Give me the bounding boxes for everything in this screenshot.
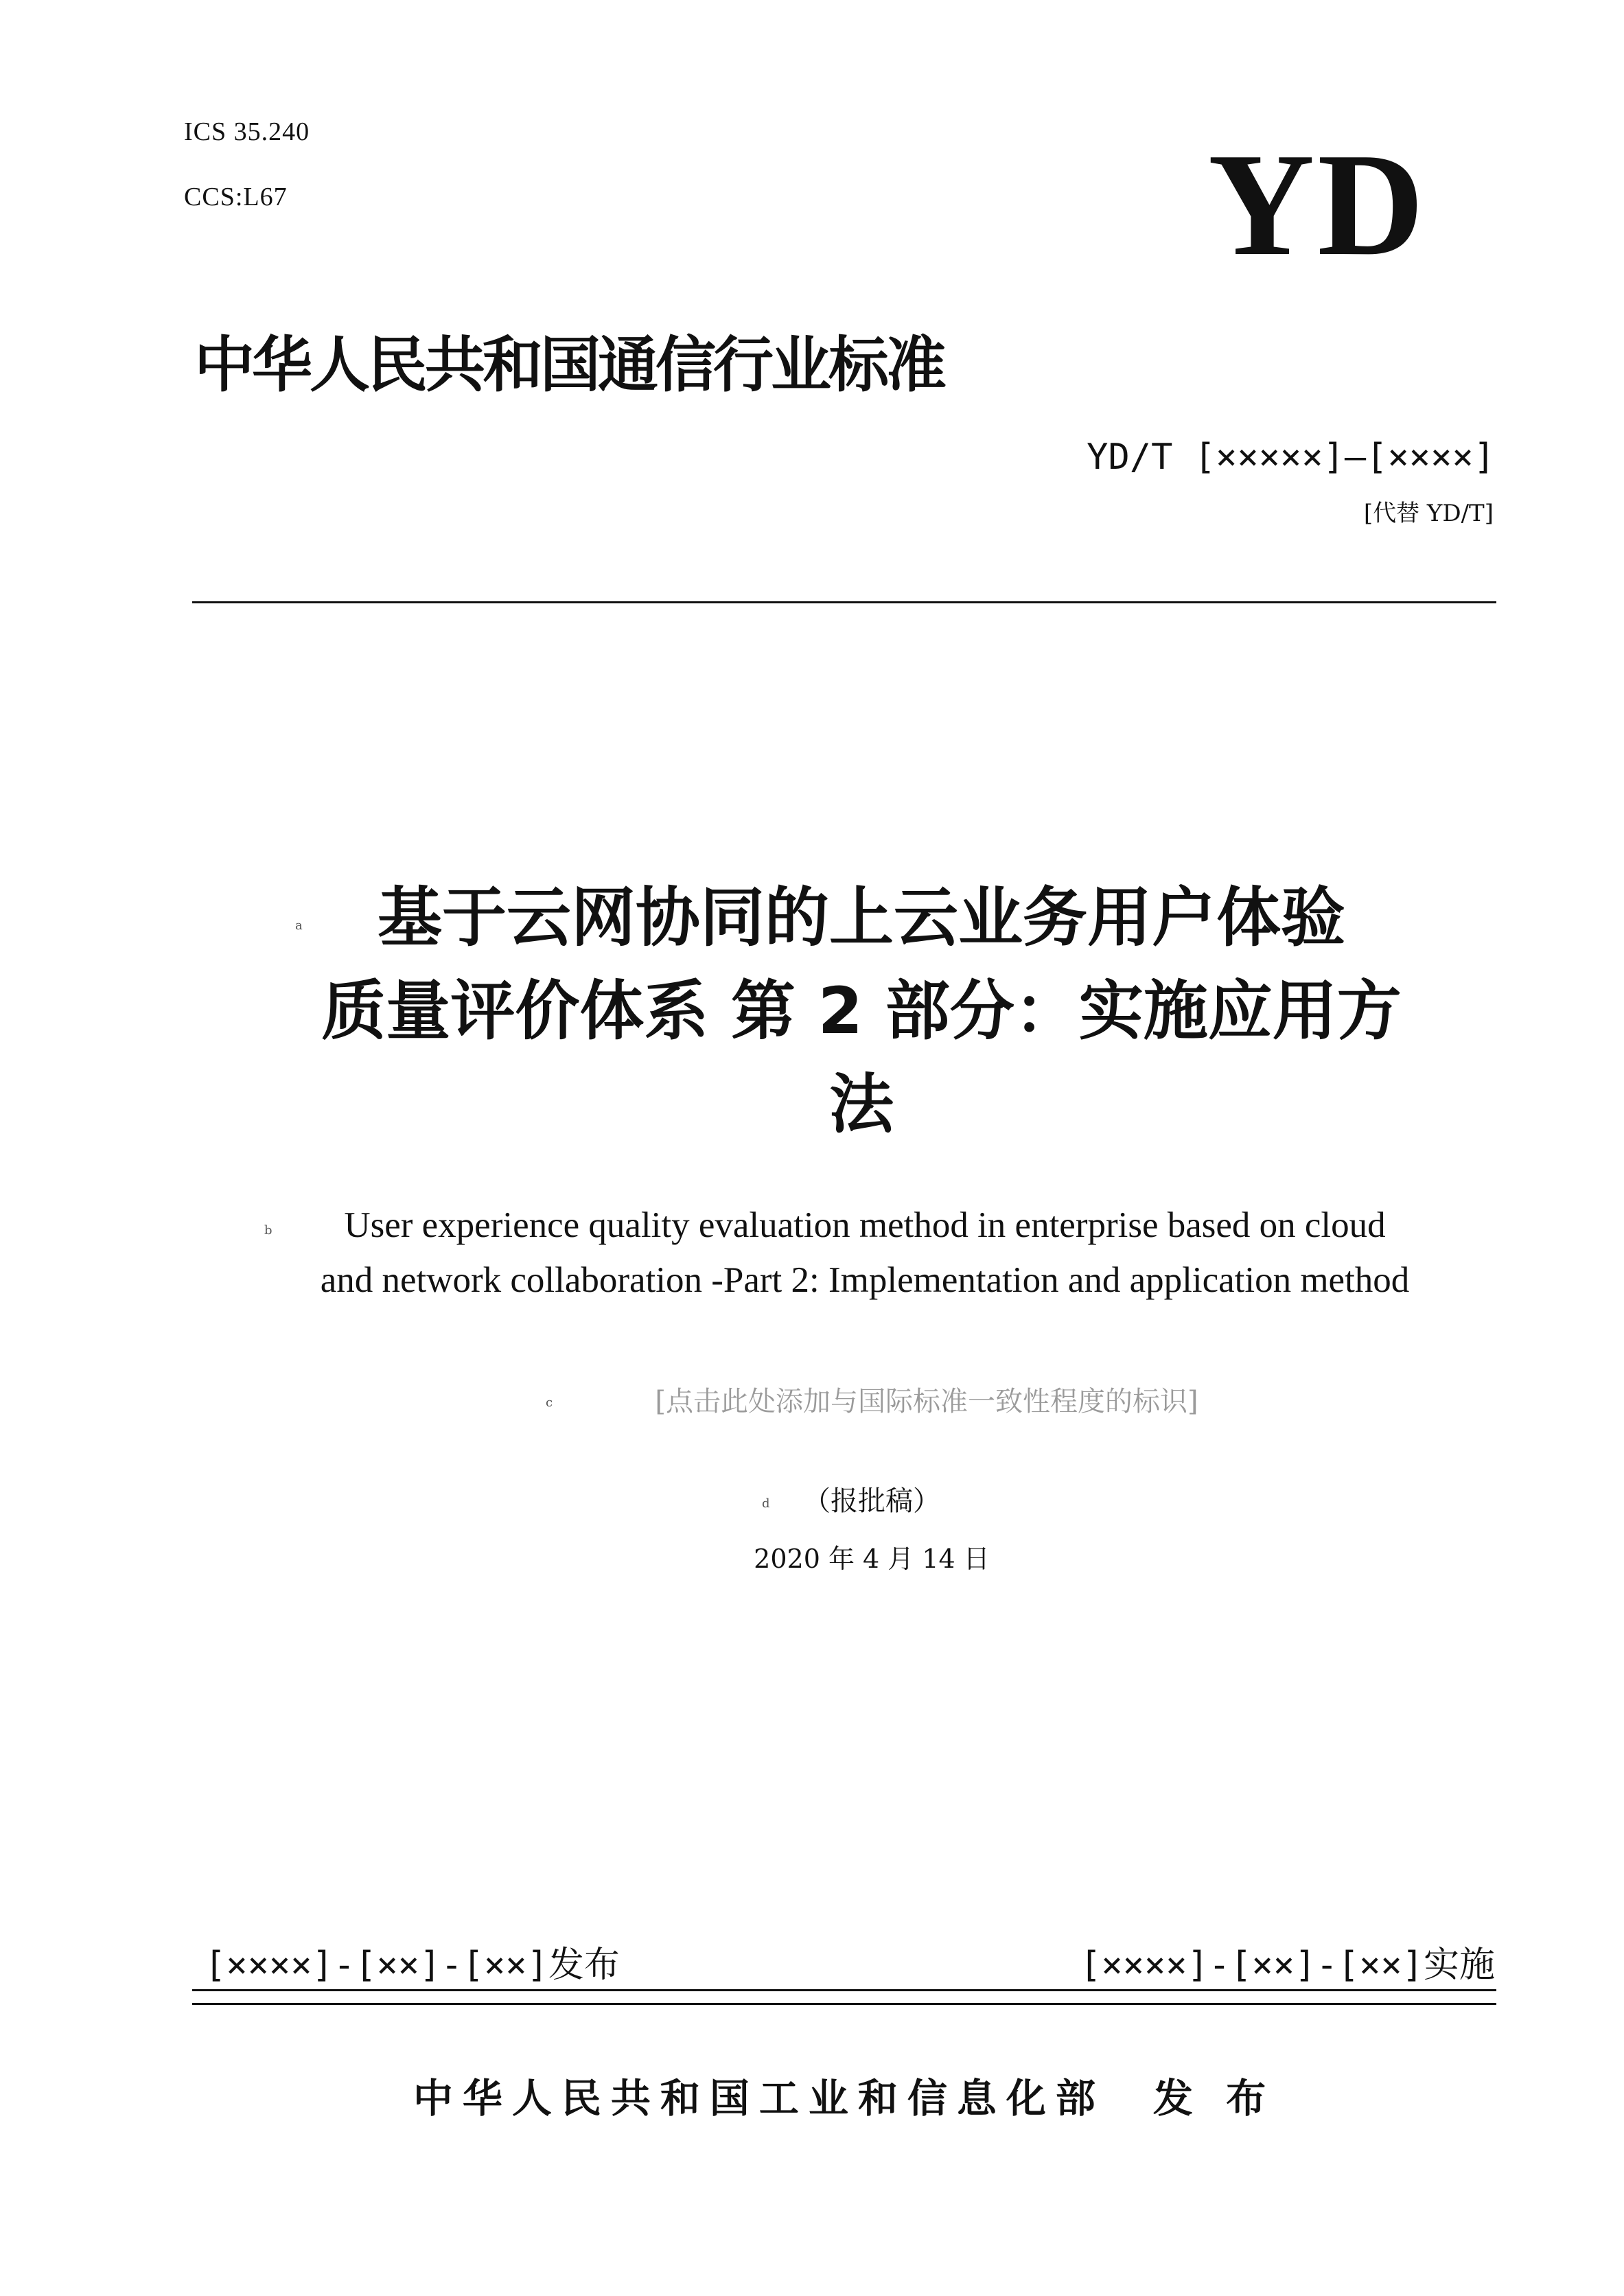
chinese-title-line-3: 法 (828, 1067, 894, 1142)
footer-divider-lower (192, 2003, 1496, 2005)
issue-word: 发 布 (1152, 2075, 1276, 2122)
paragraph-marker-b: b (264, 1223, 272, 1238)
ics-code: ICS 35.240 (184, 117, 310, 146)
industry-standard-heading: 中华人民共和国通信行业标准 (194, 329, 944, 400)
draft-status: （报批稿） (803, 1485, 940, 1517)
implement-date: [××××]-[××]-[××]实施 (1080, 1945, 1495, 1986)
english-title-line-2: and network collaboration -Part 2: Implementation and application method (320, 1260, 1410, 1300)
chinese-title-line-1: 基于云网协同的上云业务用户体验 (377, 881, 1345, 955)
paragraph-marker-c: c (546, 1395, 553, 1410)
issuer-name: 中华人民共和国工业和信息化部 (413, 2075, 1105, 2122)
chinese-title-line-2: 质量评价体系 第 2 部分：实施应用方 (321, 974, 1402, 1049)
intl-consistency-placeholder[interactable]: [点击此处添加与国际标准一致性程度的标识] (655, 1386, 1198, 1417)
chinese-title (261, 872, 1462, 1152)
draft-date: 2020 年 4 月 14 日 (754, 1544, 990, 1574)
paragraph-marker-a: a (295, 918, 303, 933)
paragraph-marker-d: d (762, 1496, 770, 1511)
footer-divider-upper (192, 1989, 1496, 1991)
publish-date: [××××]-[××]-[××]发布 (205, 1945, 620, 1986)
standard-number: YD/T [×××××]—[××××] (1087, 437, 1495, 478)
yd-logo: YD (1208, 122, 1427, 286)
header-divider (192, 601, 1496, 603)
ccs-code: CCS:L67 (184, 183, 288, 211)
replaces-note: [代替 YD/T] (1363, 500, 1494, 527)
english-title-line-1: User experience quality evaluation method in enterprise based on cloud (344, 1205, 1386, 1245)
english-title (261, 1198, 1469, 1308)
issuing-authority (192, 2066, 1496, 2124)
